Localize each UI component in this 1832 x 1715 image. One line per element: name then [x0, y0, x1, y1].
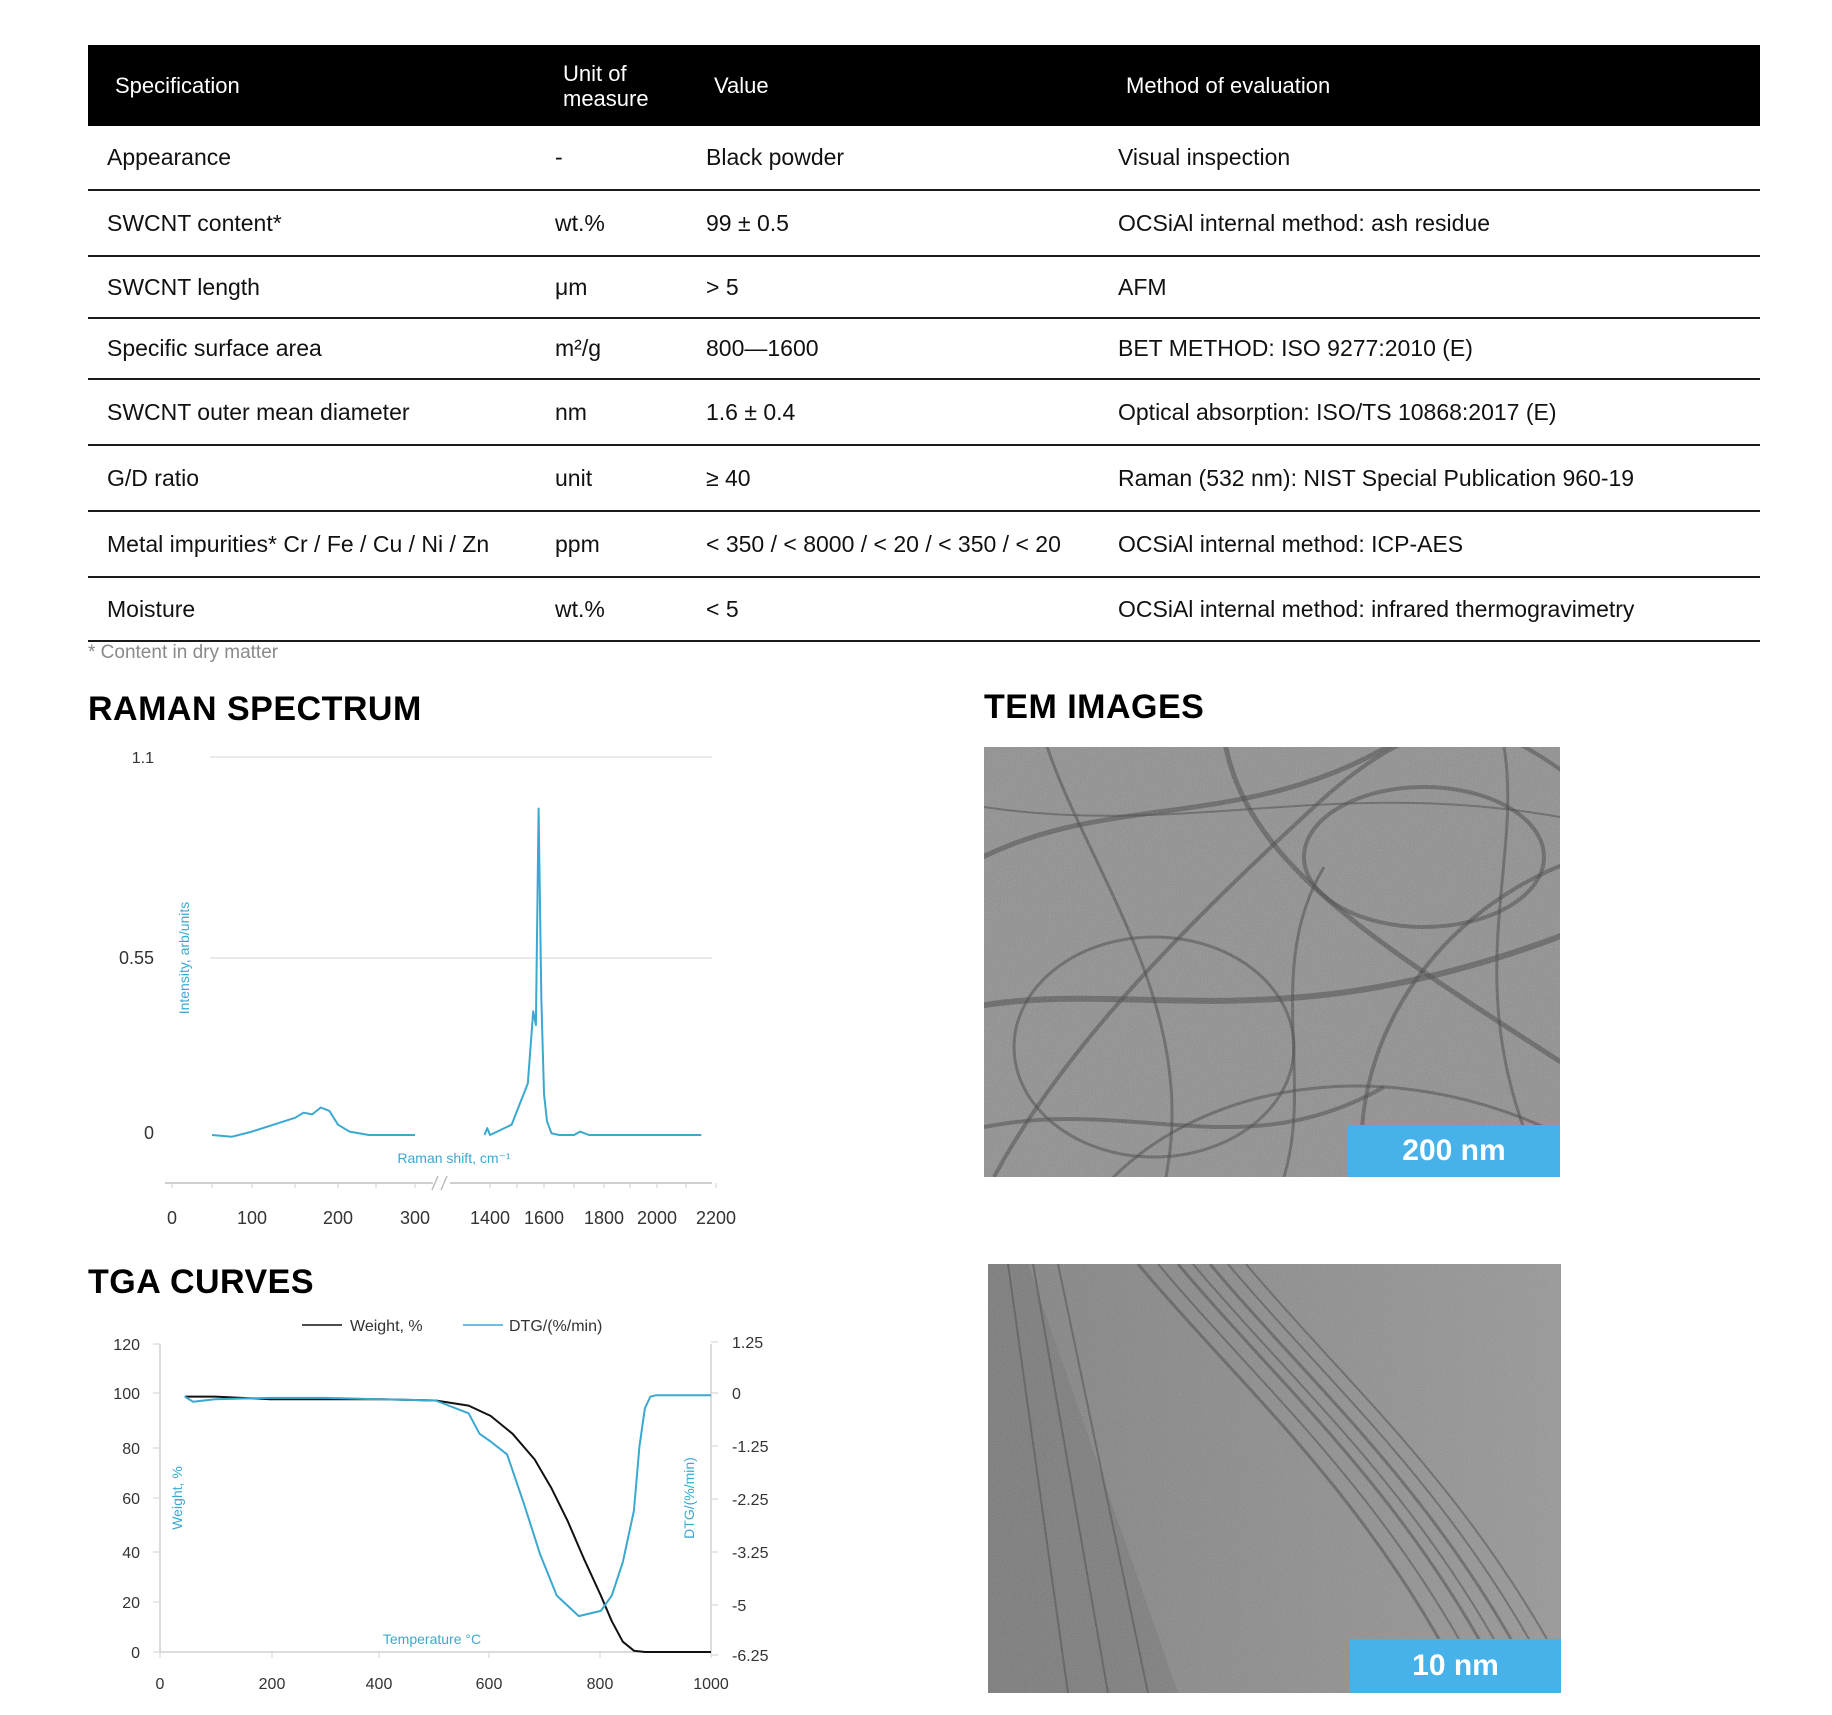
cell-value: 1.6 ± 0.4: [706, 398, 796, 425]
y2-tick-label: 0: [732, 1386, 741, 1403]
cell-method: BET METHOD: ISO 9277:2010 (E): [1118, 335, 1473, 361]
x-tick-label: 2000: [636, 1208, 678, 1228]
x-tick-label: 1400: [469, 1208, 511, 1228]
y-axis-label: Weight, %: [169, 1466, 185, 1530]
cell-spec: SWCNT length: [107, 273, 260, 300]
y-tick-label: 80: [122, 1441, 140, 1458]
x-tick-label: 0: [155, 1676, 165, 1693]
cell-spec: SWCNT outer mean diameter: [107, 398, 410, 425]
y2-tick-label: -1.25: [732, 1439, 769, 1456]
cell-spec: Appearance: [107, 144, 232, 170]
y2-tick-label: -6.25: [732, 1648, 769, 1665]
cell-unit: nm: [555, 398, 587, 425]
y-tick-label: 40: [122, 1545, 140, 1562]
y-tick-label: 0: [131, 1645, 140, 1662]
x-axis-label: Temperature °C: [382, 1631, 482, 1647]
raman-series-high: [485, 809, 702, 1136]
x-tick-label: 2200: [695, 1208, 737, 1228]
x-tick-label: 200: [258, 1676, 286, 1693]
header-specification: Specification: [115, 73, 240, 98]
cell-unit: unit: [555, 464, 593, 491]
header-value: Value: [714, 73, 769, 98]
tem-texture-bottom: [988, 1264, 1561, 1693]
cell-value: < 350 / < 8000 / < 20 / < 350 / < 20: [706, 530, 1061, 557]
cell-spec: Moisture: [107, 595, 196, 622]
y2-tick-label: -5: [732, 1598, 747, 1615]
x-tick-label: 1600: [523, 1208, 565, 1228]
y2-tick-label: 1.25: [732, 1335, 764, 1352]
cell-unit: -: [555, 144, 563, 170]
tem-image-top: [984, 747, 1560, 1177]
raman-chart: [0, 0, 760, 1250]
y-tick-label: 0.55: [118, 948, 154, 968]
cell-unit: μm: [555, 273, 588, 300]
tga-chart: [0, 1290, 800, 1715]
cell-spec: SWCNT content*: [107, 209, 282, 236]
x-tick-label: 300: [399, 1208, 431, 1228]
y-tick-label: 100: [113, 1386, 140, 1403]
cell-method: OCSiAl internal method: infrared thermogravimetry: [1118, 595, 1635, 622]
tem-texture-top: [984, 747, 1560, 1177]
cell-method: Visual inspection: [1118, 144, 1291, 170]
tem-image-bottom: [988, 1264, 1561, 1693]
cell-value: > 5: [706, 273, 739, 300]
x-tick-label: 0: [166, 1208, 178, 1228]
legend-label-dtg: DTG/(%/min): [509, 1318, 603, 1335]
cell-value: 99 ± 0.5: [706, 209, 789, 236]
cell-value: ≥ 40: [706, 464, 751, 491]
y-tick-label: 20: [122, 1595, 140, 1612]
cell-unit: m²/g: [555, 335, 601, 361]
y2-axis-label: DTG/(%/min): [681, 1457, 697, 1539]
cell-method: OCSiAl internal method: ICP-AES: [1118, 530, 1464, 557]
y-tick-label: 60: [122, 1491, 140, 1508]
x-tick-label: 200: [322, 1208, 354, 1228]
cell-value: Black powder: [706, 144, 845, 170]
cell-spec: Metal impurities* Cr / Fe / Cu / Ni / Zn: [107, 530, 490, 557]
tga-title: TGA CURVES: [88, 1263, 315, 1301]
header-unit: Unit of measure: [563, 60, 649, 111]
x-tick-label: 1000: [693, 1676, 729, 1693]
cell-spec: Specific surface area: [107, 335, 322, 361]
y-axis-label: Intensity, arb/units: [176, 901, 192, 1015]
cell-method: Raman (532 nm): NIST Special Publication 960-19: [1118, 464, 1635, 491]
x-tick-label: 800: [586, 1676, 614, 1693]
header-method: Method of evaluation: [1126, 73, 1331, 98]
cell-unit: wt.%: [555, 595, 605, 622]
x-axis-label: Raman shift, cm⁻¹: [397, 1150, 511, 1166]
cell-method: AFM: [1118, 273, 1167, 300]
raman-series-low: [212, 1108, 415, 1137]
scale-bar-200nm: 200 nm: [1348, 1125, 1560, 1177]
scale-bar-10nm: 10 nm: [1350, 1639, 1561, 1693]
axis-break-mark: [441, 1176, 447, 1190]
raman-title: RAMAN SPECTRUM: [88, 690, 422, 728]
cell-value: < 5: [706, 595, 739, 622]
y-tick-label: 120: [113, 1337, 140, 1354]
x-tick-label: 600: [475, 1676, 503, 1693]
tga-series-dtg: [185, 1395, 711, 1616]
cell-unit: ppm: [555, 530, 600, 557]
cell-method: OCSiAl internal method: ash residue: [1118, 209, 1491, 236]
legend-label-weight: Weight, %: [350, 1318, 423, 1335]
cell-unit: wt.%: [555, 209, 605, 236]
footnote: * Content in dry matter: [88, 642, 279, 663]
y-tick-label: 0: [143, 1123, 154, 1143]
x-tick-label: 100: [236, 1208, 268, 1228]
x-tick-label: 400: [365, 1676, 393, 1693]
y2-tick-label: -3.25: [732, 1545, 769, 1562]
y2-tick-label: -2.25: [732, 1492, 769, 1509]
x-tick-label: 1800: [583, 1208, 625, 1228]
cell-value: 800—1600: [706, 335, 819, 361]
y-tick-label: 1.1: [131, 750, 154, 767]
tem-title: TEM IMAGES: [984, 688, 1205, 726]
cell-spec: G/D ratio: [107, 464, 200, 491]
tga-series-weight: [185, 1397, 711, 1652]
cell-method: Optical absorption: ISO/TS 10868:2017 (E): [1118, 398, 1557, 425]
